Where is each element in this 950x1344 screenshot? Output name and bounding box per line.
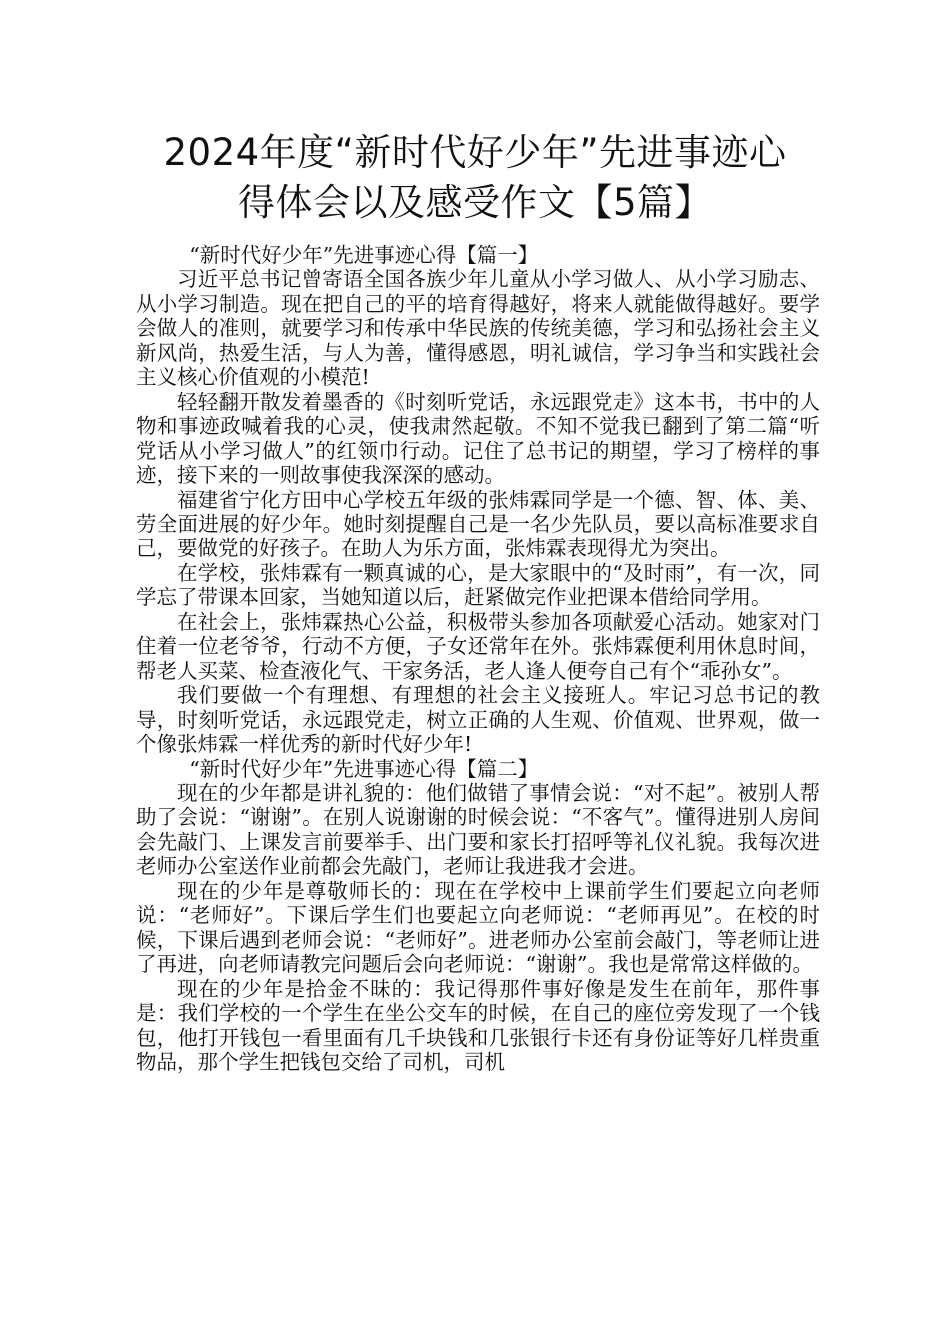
paragraph: 习近平总书记曾寄语全国各族少年儿童从小学习做人、从小学习励志、从小学习制造。现在把自己的平的培育得越好，将来人就能做得越好。要学会做人的准则，就要学习和传承中华民族的传统美德，学习和弘扬社会主义新风尚，热爱生活，与人为善，懂得感恩，明礼诚信，学习争当和实践社会主义核心价值观的小模范! xyxy=(136,267,820,390)
title-line-2: 得体会以及感受作文【5篇】 xyxy=(237,181,713,224)
document-body xyxy=(136,243,820,1074)
paragraph: 现在的少年都是讲礼貌的：他们做错了事情会说：“对不起”。被别人帮助了会说：“谢谢”。在别人说谢谢的时候会说：“不客气”。懂得进别人房间会先敲门、上课发言前要举手、出门要和家长打招呼等礼仪礼貌。我每次进老师办公室送作业前都会先敲门，老师让我进我才会进。 xyxy=(136,780,820,879)
title-line-1: 2024年度“新时代好少年”先进事迹心 xyxy=(163,131,787,174)
paragraph: 现在的少年是尊敬师长的：现在在学校中上课前学生们要起立向老师说：“老师好”。下课后学生们也要起立向老师说：“老师再见”。在校的时候，下课后遇到老师会说：“老师好”。进老师办公室前会敲门，等老师让进了再进，向老师请教完问题后会向老师说：“谢谢”。我也是常常这样做的。 xyxy=(136,878,820,977)
section-heading-1: “新时代好少年”先进事迹心得【篇一】 xyxy=(189,243,539,267)
paragraph: 福建省宁化方田中心学校五年级的张炜霖同学是一个德、智、体、美、劳全面进展的好少年。她时刻提醒自己是一名少先队员，要以高标准要求自己，要做党的好孩子。在助人为乐方面，张炜霖表现得尤为突出。 xyxy=(136,487,820,561)
paragraph: 现在的少年是拾金不昧的：我记得那件事好像是发生在前年，那件事是：我们学校的一个学生在坐公交车的时候，在自己的座位旁发现了一个钱包，他打开钱包一看里面有几千块钱和几张银行卡还有身份证等好几样贵重物品，那个学生把钱包交给了司机，司机 xyxy=(136,976,820,1074)
section-heading-2: “新时代好少年”先进事迹心得【篇二】 xyxy=(189,756,539,781)
paragraph: 在社会上，张炜霖热心公益，积极带头参加各项献爱心活动。她家对门住着一位老爷爷，行动不方便，子女还常年在外。张炜霖便利用休息时间，帮老人买菜、检查液化气、干家务活，老人逢人便夸自己有个“乖孙女”。 xyxy=(136,609,820,683)
document-title xyxy=(120,128,830,228)
paragraph: 我们要做一个有理想、有理想的社会主义接班人。牢记习总书记的教导，时刻听党话，永远跟党走，树立正确的人生观、价值观、世界观，做一个像张炜霖一样优秀的新时代好少年! xyxy=(136,683,820,757)
paragraph: 在学校，张炜霖有一颗真诚的心，是大家眼中的“及时雨”，有一次，同学忘了带课本回家，当她知道以后，赶紧做完作业把课本借给同学用。 xyxy=(136,560,820,610)
paragraph: 轻轻翻开散发着墨香的《时刻听党话，永远跟党走》这本书，书中的人物和事迹政喊着我的心灵，使我肃然起敬。不知不觉我已翻到了第二篇“听党话从小学习做人”的红领巾行动。记住了总书记的期望，学习了榜样的事迹，接下来的一则故事使我深深的感动。 xyxy=(136,389,820,488)
